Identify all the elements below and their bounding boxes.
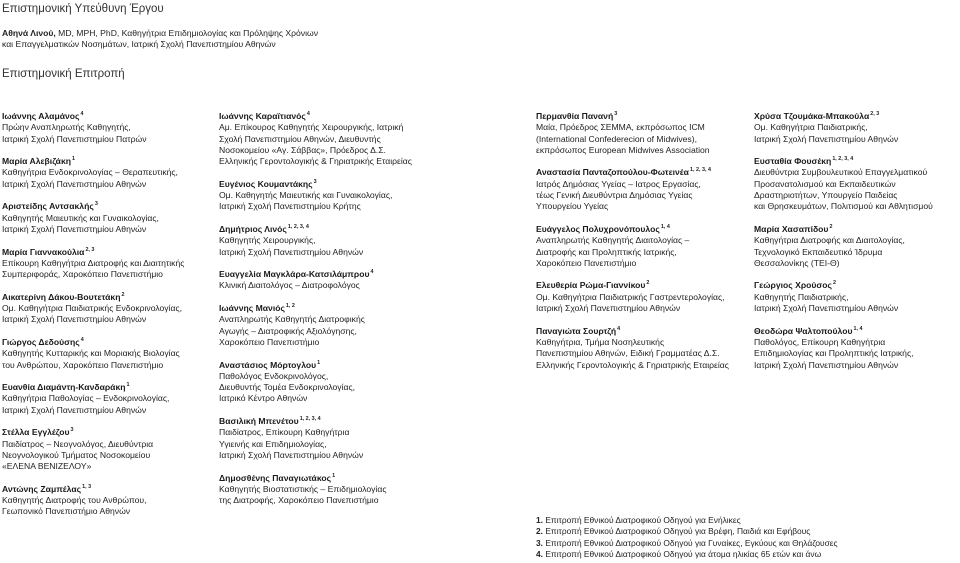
member-committee-refs: 2, 3: [870, 111, 880, 117]
committee-member: [2, 245, 212, 281]
member-committee-refs: 3: [313, 178, 317, 185]
member-affiliation-line: Καθηγητής Παιδιατρικής,: [754, 291, 849, 302]
committee-member: [754, 222, 960, 269]
member-affiliation-line: Πανεπιστημίου Αθηνών, Ειδική Γραμματέας Δ.Σ.: [536, 348, 720, 359]
committee-column-2: [219, 109, 451, 506]
member-name: Αντώνης Ζαμπέλας: [2, 483, 82, 494]
footnote-text: Επιτροπή Εθνικού Διατροφικού Οδηγού για Ενήλικες: [543, 515, 741, 525]
member-affiliation-line: Υγιεινής και Επιδημιολογίας,: [219, 438, 327, 449]
footnote-item: [536, 538, 956, 549]
committee-member: [219, 301, 451, 348]
lead-name: Αθηνά Λινού,: [2, 28, 56, 38]
member-affiliation-line: Ιατρική Σχολή Πανεπιστημίου Κρήτης: [219, 201, 361, 212]
footnote-text: Επιτροπή Εθνικού Διατροφικού Οδηγού για άτομα ηλικίας 65 ετών και άνω: [543, 548, 822, 559]
member-affiliation-line: Χαροκόπειο Πανεπιστήμιο: [536, 257, 637, 268]
member-name: Γιώργος Δεδούσης: [2, 336, 80, 347]
committee-member: [219, 222, 451, 258]
member-committee-refs: 2, 3: [85, 246, 95, 253]
member-affiliation-line: Αναπληρωτής Καθηγητής Διατροφικής: [219, 314, 365, 325]
member-name: Ελευθερία Ρώμα-Γιαννίκου: [536, 280, 646, 291]
member-name: Ευάγγελος Πολυχρονόπουλος: [536, 223, 660, 234]
committee-member: [219, 358, 451, 405]
committee-column-1: [2, 109, 212, 518]
committee-member: [2, 154, 212, 190]
footnote-text: Επιτροπή Εθνικού Διατροφικού Οδηγού για Βρέφη, Παιδιά και Εφήβους: [543, 526, 811, 537]
member-committee-refs: 1, 2, 3, 4: [832, 156, 854, 163]
member-name: Περμανθία Πανανή: [536, 111, 614, 121]
member-committee-refs: 2: [833, 280, 836, 287]
committee-member: [754, 154, 960, 212]
footnote-item: [536, 549, 956, 560]
member-affiliation-line: «ΕΛΕΝΑ ΒΕΝΙΖΕΛΟΥ»: [2, 461, 92, 472]
member-affiliation-line: Θεσσαλονίκης (ΤΕΙ-Θ): [754, 257, 840, 268]
member-affiliation-line: Ελληνικής Γεροντολογικής & Γηριατρικής Εταιρείας: [219, 156, 412, 167]
member-committee-refs: 4: [370, 269, 374, 276]
member-committee-refs: 3: [614, 111, 618, 117]
member-affiliation-line: Μαία, Πρόεδρος ΣΕΜΜΑ, εκπρόσωπος ICM: [536, 122, 705, 133]
member-affiliation-line: Επίκουρη Καθηγήτρια Διατροφής και Διαιτητικής: [2, 257, 185, 268]
member-affiliation-line: τέως Γενική Διευθύντρια Δημόσιας Υγείας: [536, 190, 693, 201]
member-affiliation-line: Σχολή Πανεπιστημίου Αθηνών, Διευθυντής: [219, 133, 381, 144]
committee-member: [219, 177, 451, 213]
committee-member: [2, 380, 212, 416]
member-affiliation-line: Καθηγήτρια Ενδοκρινολογίας – Θεραπευτικής,: [2, 167, 178, 178]
member-name: Στέλλα Εγγλέζου: [2, 427, 70, 438]
member-committee-refs: 1, 4: [853, 325, 863, 332]
committee-member: [754, 109, 960, 145]
member-affiliation-line: Υπουργείου Υγείας: [536, 201, 609, 212]
member-name: Ιωάννης Καραϊτιανός: [219, 111, 306, 121]
member-name: Μαρία Αλεβιζάκη: [2, 156, 71, 167]
member-affiliation-line: Αναπληρωτής Καθηγητής Διαιτολογίας –: [536, 235, 690, 246]
member-affiliation-line: Κλινική Διαιτολόγος – Διατροφολόγος: [219, 280, 360, 291]
committee-member: [219, 267, 451, 292]
member-affiliation-line: Νεογνολογικού Τμήματος Νοσοκομείου: [2, 449, 151, 460]
committee-member: [2, 482, 212, 518]
member-committee-refs: 2: [646, 280, 650, 287]
footnote-item: [536, 526, 956, 537]
member-affiliation-line: (International Confederecion of Midwives),: [536, 133, 697, 144]
committee-member: [536, 278, 746, 314]
member-committee-refs: 2: [829, 223, 833, 230]
member-affiliation-line: Τεχνολογικό Εκπαιδευτικό Ίδρυμα: [754, 246, 883, 257]
lead-affiliation: και Επαγγελματικών Νοσημάτων, Ιατρική Σχολή Πανεπιστημίου Αθηνών: [2, 39, 276, 50]
member-affiliation-line: Χαροκόπειο Πανεπιστήμιο: [219, 336, 320, 347]
committee-member: [219, 471, 451, 507]
footnote-number: 3.: [536, 537, 543, 548]
committee-member: [754, 278, 960, 314]
scientific-lead-block: [2, 28, 318, 51]
committee-member: [536, 222, 746, 269]
member-affiliation-line: Παθολόγος Ενδοκρινολόγος,: [219, 370, 329, 381]
member-affiliation-line: Ιατρική Σχολή Πανεπιστημίου Αθηνών: [2, 404, 147, 415]
footnote-text: Επιτροπή Εθνικού Διατροφικού Οδηγού για Γυναίκες, Εγκύους και Θηλάζουσες: [543, 537, 838, 548]
committee-member: [219, 109, 451, 167]
member-name: Μαρία Γιαννακούλια: [2, 246, 85, 257]
committee-member: [2, 109, 212, 145]
member-affiliation-line: Ομ. Καθηγήτρια Παιδιατρικής Ενδοκρινολογίας,: [2, 303, 182, 314]
member-committee-refs: 4: [80, 336, 84, 343]
committee-member: [2, 290, 212, 326]
member-name: Αριστείδης Αντσακλής: [2, 201, 94, 212]
member-affiliation-line: Δραστηριοτήτων, Υπουργείο Παιδείας: [754, 190, 898, 201]
member-affiliation-line: Γεωπονικό Πανεπιστήμιο Αθηνών: [2, 506, 131, 517]
committee-footnotes: [536, 515, 956, 560]
member-affiliation-line: Ιατρική Σχολή Πανεπιστημίου Αθηνών: [219, 449, 364, 460]
member-affiliation-line: Αμ. Επίκουρος Καθηγητής Χειρουργικής, Ιατρική: [219, 122, 404, 133]
member-committee-refs: 1: [126, 382, 130, 389]
member-committee-refs: 1, 4: [660, 223, 670, 230]
member-affiliation-line: Ιατρός Δημόσιας Υγείας – Ιατρος Εργασίας,: [536, 178, 701, 189]
member-name: Μαρία Χασαπίδου: [754, 223, 829, 234]
footnote-number: 4.: [536, 548, 543, 559]
member-affiliation-line: Διευθύντρια Συμβουλευτικού Επαγγελματικού: [754, 167, 928, 178]
member-affiliation-line: Διατροφής και Προληπτικής Ιατρικής,: [536, 246, 677, 257]
member-committee-refs: 2: [121, 291, 125, 298]
committee-member: [536, 324, 746, 371]
member-affiliation-line: Ιατρική Σχολή Πανεπιστημίου Αθηνών: [219, 246, 364, 257]
member-affiliation-line: του Ανθρώπου, Χαροκόπειο Πανεπιστήμιο: [2, 359, 164, 370]
committee-member: [536, 165, 746, 212]
member-affiliation-line: Ιατρική Σχολή Πανεπιστημίου Αθηνών: [2, 178, 147, 189]
member-affiliation-line: Ιατρική Σχολή Πανεπιστημίου Αθηνών: [2, 314, 147, 325]
member-affiliation-line: Πρώην Αναπληρωτής Καθηγητής,: [2, 122, 131, 133]
member-name: Ευανθία Διαμάντη-Κανδαράκη: [2, 382, 126, 393]
member-committee-refs: 1, 2, 3, 4: [287, 223, 309, 230]
footnote-number: 1.: [536, 515, 543, 525]
member-name: Αικατερίνη Δάκου-Βουτετάκη: [2, 291, 121, 302]
committee-column-4: [754, 109, 960, 371]
member-affiliation-line: Ιατρική Σχολή Πανεπιστημίου Αθηνών: [754, 303, 899, 314]
committee-member: [2, 335, 212, 371]
member-affiliation-line: Ιατρική Σχολή Πανεπιστημίου Αθηνών: [754, 359, 899, 370]
member-name: Ιωάννης Αλαμάνος: [2, 111, 80, 121]
member-affiliation-line: Καθηγητής Βιοστατιστικής – Επιδημιολογίας: [219, 483, 387, 494]
member-affiliation-line: Ιατρικό Κέντρο Αθηνών: [219, 393, 308, 404]
member-affiliation-line: Καθηγήτρια Διατροφής και Διαιτολογίας,: [754, 235, 905, 246]
member-affiliation-line: Καθηγητής Χειρουργικής,: [219, 235, 316, 246]
member-affiliation-line: Ιατρική Σχολή Πανεπιστημίου Αθηνών: [754, 133, 899, 144]
member-committee-refs: 3: [94, 201, 98, 208]
member-committee-refs: 1: [332, 472, 336, 479]
committee-member: [754, 324, 960, 371]
lead-credentials: MD, MPH, PhD, Καθηγήτρια Επιδημιολογίας και Πρόληψης Χρόνιων: [55, 28, 319, 38]
member-name: Βασιλική Μπενέτου: [219, 416, 299, 427]
member-affiliation-line: της Διατροφής, Χαροκόπειο Πανεπιστήμιο: [219, 495, 379, 506]
footnote-item: [536, 515, 956, 526]
committee-heading: Επιστημονική Επιτροπή: [2, 68, 125, 80]
member-committee-refs: 1, 2, 3, 4: [299, 416, 321, 423]
member-name: Ευγένιος Κουμαντάκης: [219, 178, 313, 189]
member-affiliation-line: Καθηγήτρια, Τμήμα Νοσηλευτικής: [536, 336, 665, 347]
member-committee-refs: 1: [317, 359, 321, 366]
member-name: Ευσταθία Φουσέκη: [754, 156, 832, 167]
member-affiliation-line: Καθηγήτρια Παθολογίας – Ενδοκρινολογίας,: [2, 393, 170, 404]
member-affiliation-line: Διευθυντής Τομέα Ενδοκρινολογίας,: [219, 382, 355, 393]
member-committee-refs: 1, 3: [82, 483, 92, 490]
committee-member: [2, 425, 212, 472]
member-affiliation-line: Ομ. Καθηγήτρια Παιδιατρικής Γαστρεντερολογίας,: [536, 291, 725, 302]
footnote-number: 2.: [536, 526, 543, 537]
member-affiliation-line: Καθηγητής Κυτταρικής και Μοριακής Βιολογίας: [2, 348, 180, 359]
member-affiliation-line: Ομ. Καθηγήτρια Παιδιατρικής,: [754, 122, 868, 133]
member-affiliation-line: Προσανατολισμού και Εκπαιδευτικών: [754, 178, 896, 189]
member-affiliation-line: Παθολόγος, Επίκουρη Καθηγήτρια: [754, 336, 886, 347]
member-affiliation-line: Ιατρική Σχολή Πανεπιστημίου Πατρών: [2, 133, 147, 144]
member-committee-refs: 4: [617, 325, 621, 332]
scientific-lead-heading: Επιστημονική Υπεύθυνη Έργου: [2, 3, 164, 15]
member-affiliation-line: Συμπεριφοράς, Χαροκόπειο Πανεπιστήμιο: [2, 269, 163, 280]
member-committee-refs: 1: [72, 156, 75, 163]
member-committee-refs: 4: [80, 111, 84, 117]
member-affiliation-line: Ομ. Καθηγητής Μαιευτικής και Γυναικολογίας,: [219, 190, 393, 201]
member-name: Ιωάννης Μανιός: [219, 303, 285, 314]
member-affiliation-line: Επιδημιολογίας και Προληπτικής Ιατρικής,: [754, 348, 914, 359]
committee-member: [2, 199, 212, 235]
member-name: Δημήτριος Λινός: [219, 223, 287, 234]
member-affiliation-line: Αγωγής – Διατροφικής Αξιολόγησης,: [219, 325, 357, 336]
member-committee-refs: 1, 2: [285, 303, 295, 310]
member-affiliation-line: Ιατρική Σχολή Πανεπιστημίου Αθηνών: [536, 303, 681, 314]
member-committee-refs: 3: [70, 427, 74, 434]
member-affiliation-line: Καθηγητής Μαιευτικής και Γυναικολογίας,: [2, 212, 159, 223]
committee-member: [536, 109, 746, 156]
member-affiliation-line: Παιδίατρος, Επίκουρη Καθηγήτρια: [219, 427, 350, 438]
member-name: Δημοσθένης Παναγιωτάκος: [219, 472, 332, 483]
committee-column-3: [536, 109, 746, 371]
member-affiliation-line: Νοσοκομείου «Αγ. Σάββας», Πρόεδρος Δ.Σ.: [219, 144, 386, 155]
member-name: Θεοδώρα Ψαλτοπούλου: [754, 325, 853, 336]
member-name: Ευαγγελία Μαγκλάρα-Κατσιλάμπρου: [219, 269, 370, 280]
member-affiliation-line: εκπρόσωπος European Midwives Association: [536, 144, 710, 155]
member-affiliation-line: Παιδίατρος – Νεογνολόγος, Διευθύντρια: [2, 438, 154, 449]
member-name: Χρύσα Τζουμάκα-Μπακούλα: [754, 111, 870, 121]
member-committee-refs: 1, 2, 3, 4: [689, 167, 711, 174]
member-affiliation-line: Ελληνικής Γεροντολογικής & Γηριατρικής Εταιρείας: [536, 359, 729, 370]
member-name: Παναγιώτα Σουρτζή: [536, 325, 617, 336]
member-name: Αναστασία Πανταζοπούλου-Φωτεινέα: [536, 167, 689, 178]
committee-member: [219, 414, 451, 461]
member-committee-refs: 4: [306, 111, 310, 117]
member-affiliation-line: Ιατρική Σχολή Πανεπιστημίου Αθηνών: [2, 223, 147, 234]
member-name: Γεώργιος Χρούσος: [754, 280, 832, 291]
member-name: Αναστάσιος Μόρτογλου: [219, 359, 317, 370]
member-affiliation-line: και Θρησκευμάτων, Πολιτισμού και Αθλητισμού: [754, 201, 933, 212]
member-affiliation-line: Καθηγητής Διατροφής του Ανθρώπου,: [2, 495, 147, 506]
